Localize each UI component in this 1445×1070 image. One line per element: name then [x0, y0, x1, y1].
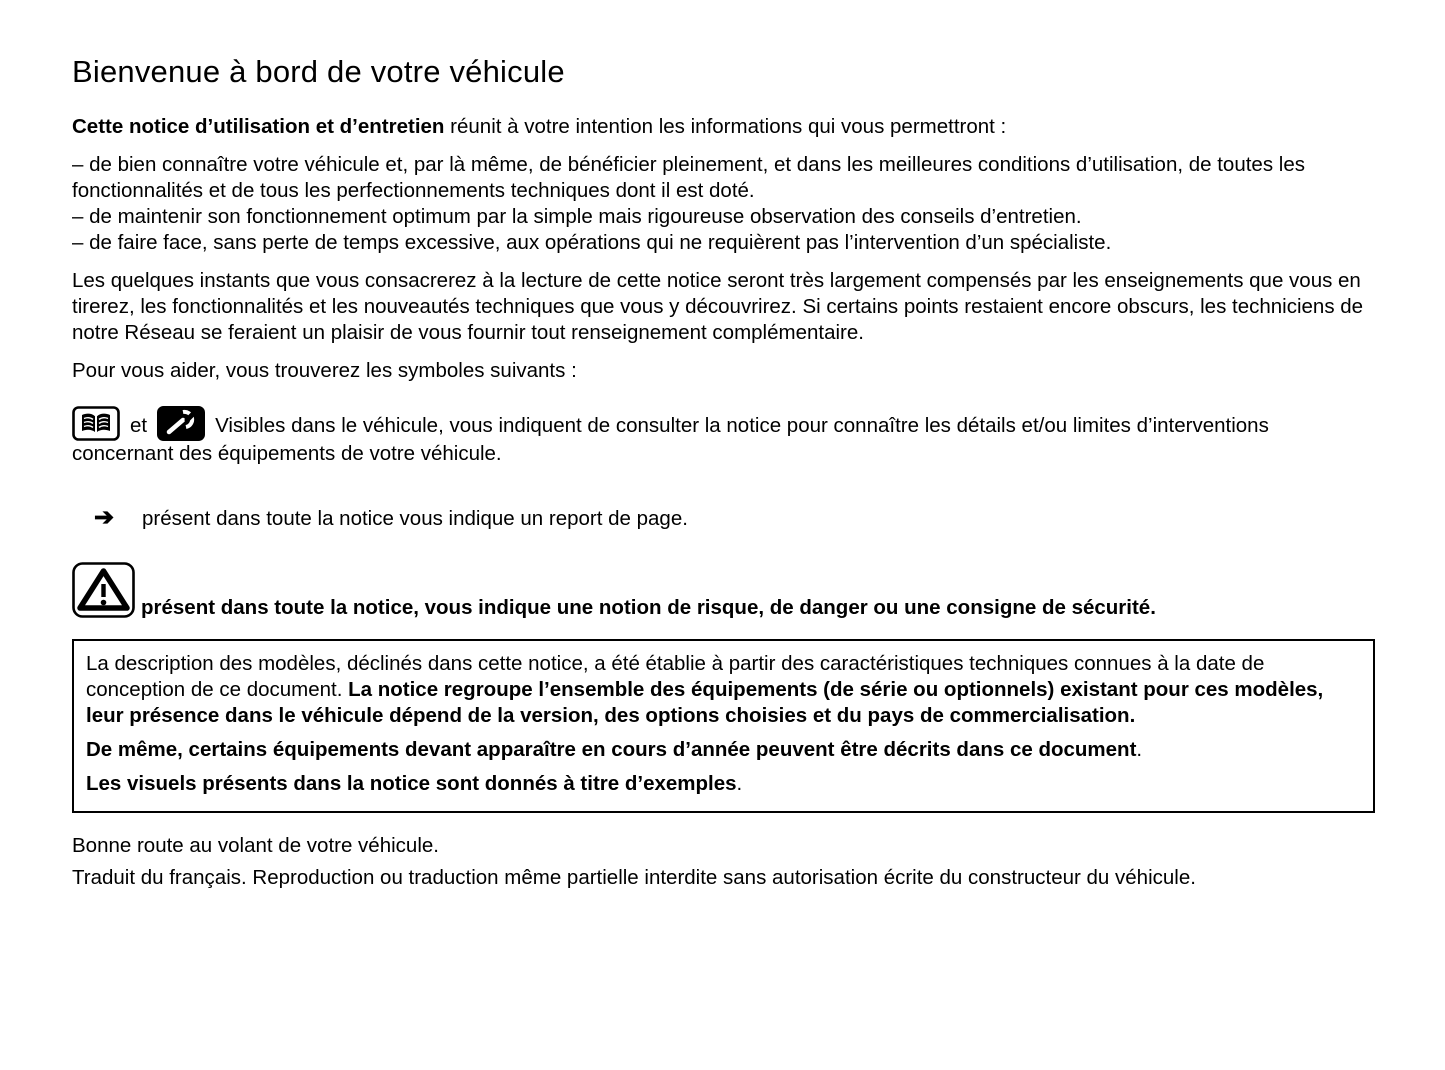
workshop-wrench-icon	[157, 406, 205, 441]
warning-text: présent dans toute la notice, vous indique une notion de risque, de danger ou une consigne de sécurité.	[141, 596, 1156, 619]
symbols-text: Visibles dans le véhicule, vous indiquent de consulter la notice pour connaître les détails et/ou limites d’interventions concernant des équipements de votre véhicule.	[72, 414, 1269, 465]
reading-paragraph: Les quelques instants que vous consacrerez à la lecture de cette notice seront très largement compensés par les enseignements que vous en tirerez, les fonctionnalités et les nouveautés techniques que vous y découvrirez. Si certains points restaient encore obscurs, les techniciens de notre Réseau se feraient un plaisir de vous fournir tout renseignement complémentaire.	[72, 269, 1364, 344]
bullet-item: – de maintenir son fonctionnement optimum par la simple mais rigoureuse observation des conseils d’entretien.	[72, 205, 1082, 228]
notice-box	[72, 639, 1375, 813]
et-label: et	[130, 414, 148, 437]
notice-paragraph: La description des modèles, déclinés dans cette notice, a été établie à partir des caractéristiques techniques connues à la date de conception de ce document. La notice regroupe l’ensemble des équipements (de série ou optionnels) existant pour ces modèles, leur présence dans le véhicule dépend de la version, des options choisies et du pays de commercialisation.	[86, 652, 1324, 727]
bullet-item: – de faire face, sans perte de temps excessive, aux opérations qui ne requièrent pas l’intervention d’un spécialiste.	[72, 231, 1112, 254]
page-title: Bienvenue à bord de votre véhicule	[72, 54, 565, 89]
symbols-intro-paragraph: Pour vous aider, vous trouverez les symboles suivants :	[72, 359, 577, 382]
arrow-paragraph	[72, 505, 1375, 532]
symbols-paragraph	[72, 406, 1375, 467]
warning-note	[72, 562, 1375, 623]
notice-paragraph: De même, certains équipements devant apparaître en cours d’année peuvent être décrits dans ce document.	[86, 738, 1143, 761]
intro-paragraph: Cette notice d’utilisation et d’entretien réunit à votre intention les informations qui vous permettront :	[72, 115, 1007, 138]
page-reference-arrow-icon: ➔	[94, 504, 115, 531]
warning-triangle-icon	[72, 562, 135, 623]
notice-paragraph: Les visuels présents dans la notice sont donnés à titre d’exemples.	[86, 772, 743, 795]
arrow-text: présent dans toute la notice vous indique un report de page.	[142, 507, 688, 530]
closing-line: Bonne route au volant de votre véhicule.	[72, 834, 439, 857]
bullet-item: – de bien connaître votre véhicule et, par là même, de bénéficier pleinement, et dans les meilleures conditions d’utilisation, de toutes les fonctionnalités et de tous les perfectionnements techniques dont il est doté.	[72, 153, 1305, 202]
consult-manual-book-icon	[72, 406, 120, 441]
bullet-list	[72, 152, 1375, 256]
translation-notice: Traduit du français. Reproduction ou traduction même partielle interdite sans autorisation écrite du constructeur du véhicule.	[72, 866, 1196, 889]
